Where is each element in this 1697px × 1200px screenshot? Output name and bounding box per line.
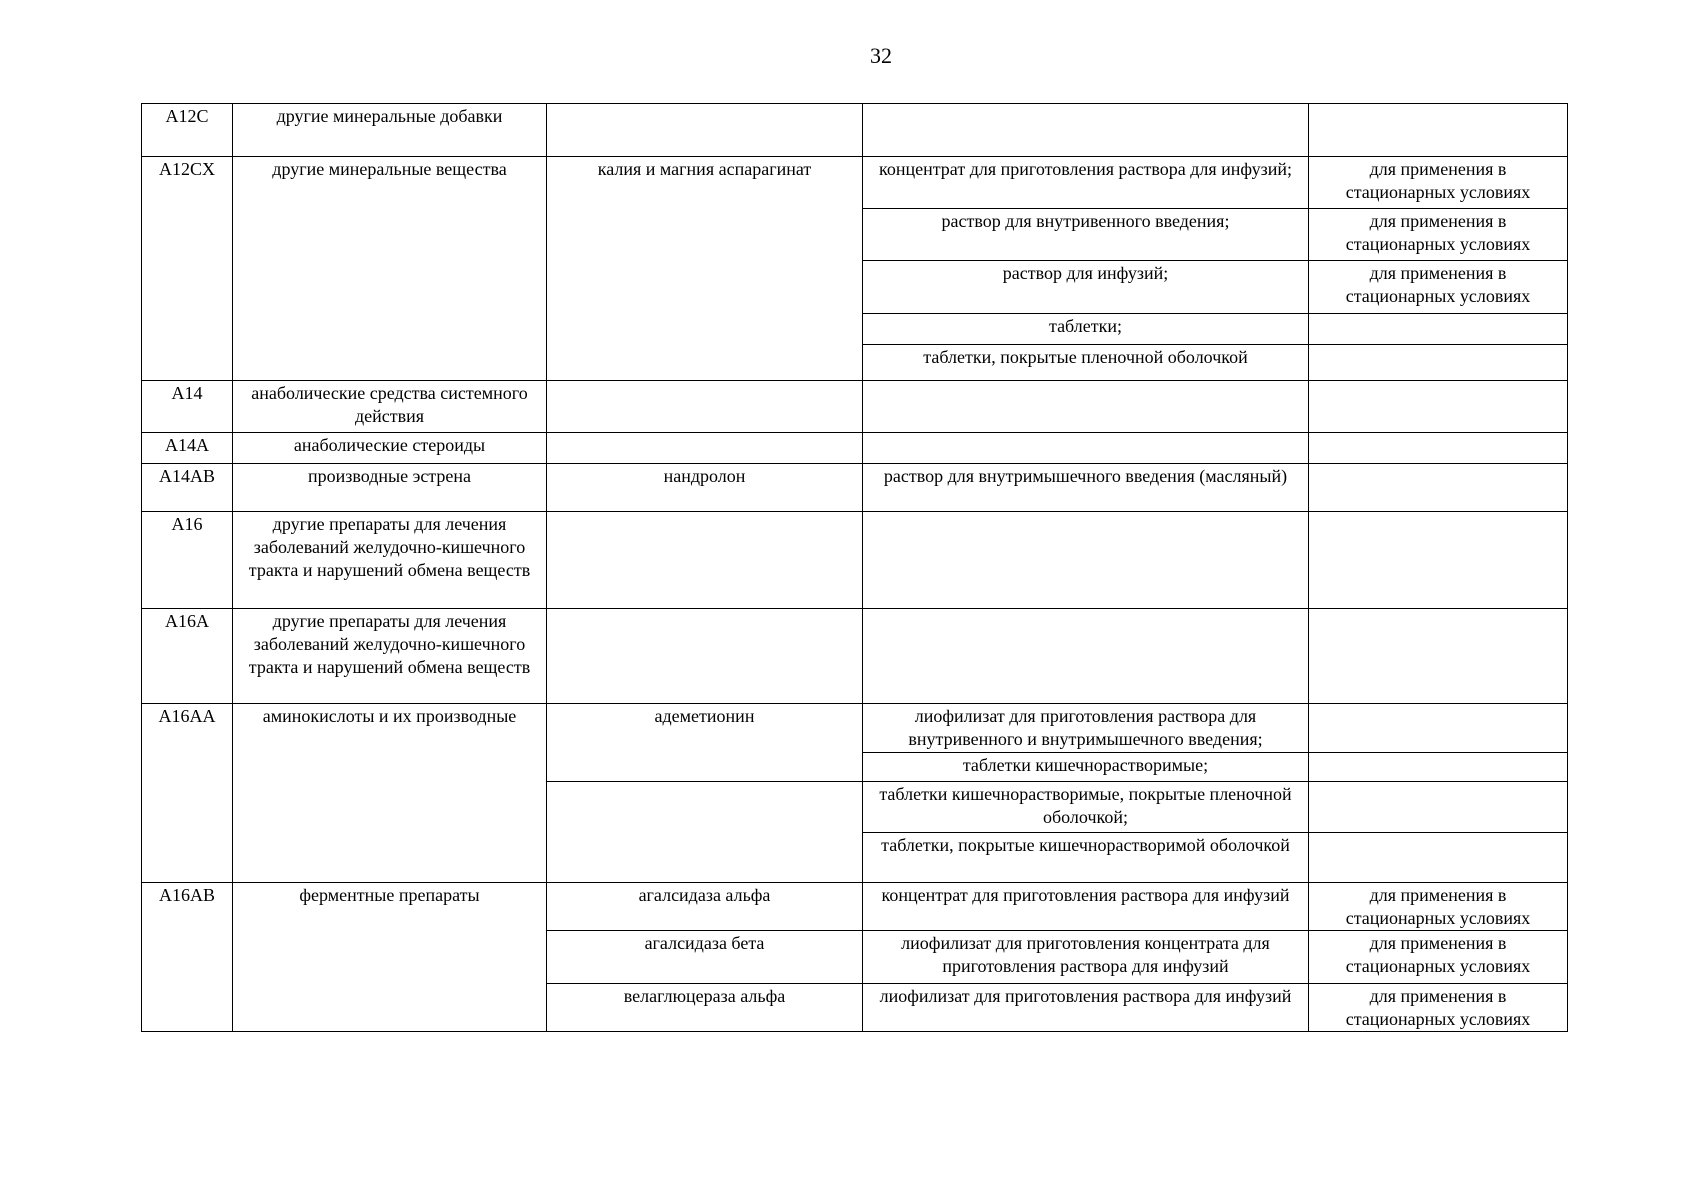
dosage-form-cell bbox=[863, 381, 1309, 433]
note-cell bbox=[1309, 381, 1568, 433]
group-cell: другие препараты для лечения заболеваний желудочно-кишечного тракта и нарушений обмена веществ bbox=[233, 609, 547, 704]
note-cell: для применения в стационарных условиях bbox=[1309, 261, 1568, 314]
group-cell: ферментные препараты bbox=[233, 883, 547, 1032]
dosage-form-cell: таблетки, покрытые кишечнорастворимой оболочкой bbox=[863, 833, 1309, 883]
table-row bbox=[142, 512, 1568, 609]
atc-code-cell: A14 bbox=[142, 381, 233, 433]
dosage-form-cell: лиофилизат для приготовления концентрата для приготовления раствора для инфузий bbox=[863, 931, 1309, 984]
note-cell bbox=[1309, 833, 1568, 883]
note-cell bbox=[1309, 433, 1568, 464]
note-cell: для применения в стационарных условиях bbox=[1309, 157, 1568, 209]
atc-code-cell: A14AB bbox=[142, 464, 233, 512]
table-row bbox=[142, 704, 1568, 753]
table-row bbox=[142, 104, 1568, 157]
atc-code-cell: A16 bbox=[142, 512, 233, 609]
group-cell: другие минеральные добавки bbox=[233, 104, 547, 157]
group-cell: анаболические стероиды bbox=[233, 433, 547, 464]
table-row bbox=[142, 381, 1568, 433]
dosage-form-cell: концентрат для приготовления раствора для инфузий; bbox=[863, 157, 1309, 209]
note-cell bbox=[1309, 314, 1568, 345]
group-cell: аминокислоты и их производные bbox=[233, 704, 547, 883]
note-cell bbox=[1309, 512, 1568, 609]
dosage-form-cell: таблетки кишечнорастворимые, покрытые пленочной оболочкой; bbox=[863, 782, 1309, 833]
dosage-form-cell bbox=[863, 433, 1309, 464]
note-cell bbox=[1309, 753, 1568, 782]
dosage-form-cell: лиофилизат для приготовления раствора для инфузий bbox=[863, 984, 1309, 1032]
dosage-form-cell: таблетки, покрытые пленочной оболочкой bbox=[863, 345, 1309, 381]
dosage-form-cell: раствор для внутривенного введения; bbox=[863, 209, 1309, 261]
dosage-form-cell bbox=[863, 104, 1309, 157]
note-cell bbox=[1309, 609, 1568, 704]
substance-cell: агалсидаза бета bbox=[547, 931, 863, 984]
dosage-form-cell: раствор для внутримышечного введения (масляный) bbox=[863, 464, 1309, 512]
table-row bbox=[142, 157, 1568, 209]
dosage-form-cell bbox=[863, 609, 1309, 704]
page-number: 32 bbox=[870, 43, 892, 68]
note-cell: для применения в стационарных условиях bbox=[1309, 931, 1568, 984]
note-cell: для применения в стационарных условиях bbox=[1309, 984, 1568, 1032]
substance-cell bbox=[547, 512, 863, 609]
substance-cell: калия и магния аспарагинат bbox=[547, 157, 863, 381]
table-row bbox=[142, 464, 1568, 512]
note-cell bbox=[1309, 104, 1568, 157]
note-cell: для применения в стационарных условиях bbox=[1309, 883, 1568, 931]
substance-cell: агалсидаза альфа bbox=[547, 883, 863, 931]
substance-cell: велаглюцераза альфа bbox=[547, 984, 863, 1032]
substance-cell bbox=[547, 782, 863, 883]
substance-cell bbox=[547, 609, 863, 704]
note-cell bbox=[1309, 345, 1568, 381]
group-cell: другие минеральные вещества bbox=[233, 157, 547, 381]
drug-table bbox=[141, 103, 1568, 1032]
atc-code-cell: A12CX bbox=[142, 157, 233, 381]
table-row bbox=[142, 433, 1568, 464]
substance-cell bbox=[547, 104, 863, 157]
substance-cell: нандролон bbox=[547, 464, 863, 512]
note-cell bbox=[1309, 782, 1568, 833]
dosage-form-cell: лиофилизат для приготовления раствора для внутривенного и внутримышечного введения; bbox=[863, 704, 1309, 753]
substance-cell bbox=[547, 433, 863, 464]
dosage-form-cell: таблетки; bbox=[863, 314, 1309, 345]
dosage-form-cell: таблетки кишечнорастворимые; bbox=[863, 753, 1309, 782]
atc-code-cell: A12C bbox=[142, 104, 233, 157]
group-cell: производные эстрена bbox=[233, 464, 547, 512]
table-row bbox=[142, 609, 1568, 704]
atc-code-cell: A16AB bbox=[142, 883, 233, 1032]
table-row bbox=[142, 883, 1568, 931]
atc-code-cell: A16A bbox=[142, 609, 233, 704]
substance-cell bbox=[547, 381, 863, 433]
dosage-form-cell bbox=[863, 512, 1309, 609]
atc-code-cell: A14A bbox=[142, 433, 233, 464]
dosage-form-cell: концентрат для приготовления раствора для инфузий bbox=[863, 883, 1309, 931]
note-cell bbox=[1309, 704, 1568, 753]
group-cell: другие препараты для лечения заболеваний желудочно-кишечного тракта и нарушений обмена веществ bbox=[233, 512, 547, 609]
atc-code-cell: A16AA bbox=[142, 704, 233, 883]
note-cell bbox=[1309, 464, 1568, 512]
group-cell: анаболические средства системного действия bbox=[233, 381, 547, 433]
note-cell: для применения в стационарных условиях bbox=[1309, 209, 1568, 261]
substance-cell: адеметионин bbox=[547, 704, 863, 782]
dosage-form-cell: раствор для инфузий; bbox=[863, 261, 1309, 314]
